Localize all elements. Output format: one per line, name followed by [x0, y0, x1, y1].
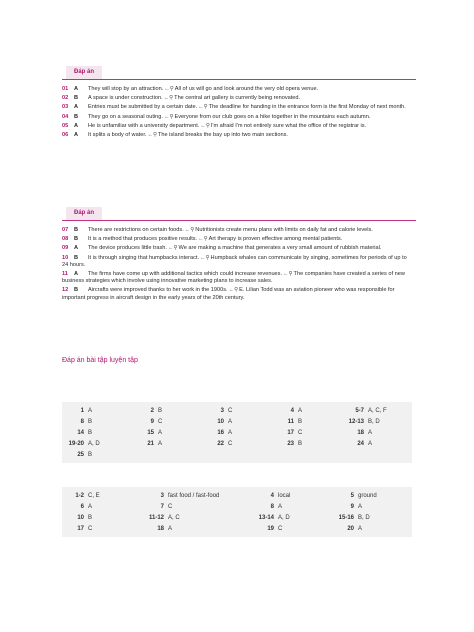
- question-number: 11-12: [148, 514, 164, 521]
- grid-cell: [142, 515, 252, 521]
- item-answer: B: [74, 227, 79, 233]
- item-number: 06: [62, 132, 69, 139]
- grid-cell: [62, 515, 142, 521]
- question-answer: B: [88, 418, 93, 425]
- question-answer: A: [168, 525, 173, 532]
- question-answer: B: [88, 514, 93, 521]
- headphones-icon: ←⚲: [163, 113, 174, 120]
- grid-cell: [62, 526, 142, 532]
- item-transcript: Art therapy is proven effective among mental patients.: [208, 236, 343, 243]
- exercise-answer-grid-1: [62, 402, 412, 463]
- item-transcript: The deadline for handing in the entrance form is the first Monday of next month.: [208, 104, 406, 111]
- grid-row: [62, 449, 412, 460]
- question-number: 23: [287, 440, 294, 447]
- question-number: 13-14: [258, 514, 274, 521]
- item-statement: It is through singing that humpbacks interact.: [88, 254, 200, 261]
- grid-cell: [272, 441, 342, 447]
- item-answer: A: [74, 86, 79, 92]
- item-statement: They will stop by an attraction.: [88, 86, 164, 92]
- answer-item: [62, 95, 412, 102]
- item-statement: A space is under construction.: [88, 95, 163, 102]
- item-statement: He is unfamiliar with a university department.: [88, 122, 200, 129]
- question-answer: A: [368, 440, 373, 447]
- question-answer: A: [88, 407, 93, 414]
- grid-row: [62, 490, 412, 501]
- grid-cell: [62, 419, 132, 425]
- question-answer: C: [228, 407, 233, 414]
- headphones-icon: ←⚲: [184, 227, 195, 233]
- item-answer: B: [74, 113, 79, 120]
- item-number: 05: [62, 122, 69, 129]
- question-answer: A, C: [168, 514, 180, 521]
- section-header: [62, 207, 412, 221]
- grid-cell: [202, 430, 272, 436]
- grid-row: [62, 405, 412, 416]
- question-number: 25: [77, 451, 84, 458]
- item-statement: It splits a body of water.: [88, 132, 147, 139]
- question-answer: local: [278, 492, 291, 499]
- grid-cell: [142, 526, 252, 532]
- answer-item: [62, 255, 412, 269]
- grid-cell: [62, 441, 132, 447]
- item-answer: B: [74, 254, 79, 261]
- item-number: 08: [62, 236, 69, 243]
- question-answer: A: [298, 407, 303, 414]
- grid-cell: [252, 493, 332, 499]
- item-number: 04: [62, 113, 69, 120]
- answer-item: [62, 123, 412, 130]
- headphones-icon: ←⚲: [283, 271, 293, 278]
- question-number: 15-16: [338, 514, 354, 521]
- headphones-icon: ←⚲: [163, 95, 174, 102]
- question-answer: A: [358, 525, 363, 532]
- answer-item: [62, 271, 412, 285]
- question-number: 22: [217, 440, 224, 447]
- grid-cell: [132, 419, 202, 425]
- item-number: 11: [62, 271, 68, 278]
- question-answer: ground: [358, 492, 377, 499]
- grid-row: [62, 523, 412, 534]
- question-number: 19-20: [68, 440, 84, 447]
- grid-cell: [332, 515, 412, 521]
- question-number: 7: [160, 503, 164, 510]
- question-answer: A: [88, 503, 93, 510]
- grid-cell: [272, 408, 342, 414]
- item-number: 07: [62, 227, 69, 233]
- item-transcript: I'm afraid I'm not entirely sure what the office of the registrar is.: [210, 122, 367, 129]
- answer-item: [62, 114, 412, 121]
- grid-cell: [62, 430, 132, 436]
- question-answer: C, E: [88, 492, 100, 499]
- item-transcript: Humpback whales can communicate by singing, sometimes for periods of up to 24 hours.: [62, 254, 407, 268]
- section-header-label: Đáp án: [66, 66, 102, 79]
- question-number: 9: [150, 418, 154, 425]
- question-number: 1-2: [75, 492, 84, 499]
- answer-item: [62, 86, 412, 93]
- grid-row: [62, 501, 412, 512]
- answer-section-2: [62, 207, 412, 304]
- grid-cell: [252, 515, 332, 521]
- question-number: 15: [147, 429, 154, 436]
- question-answer: C: [168, 503, 173, 510]
- grid-cell: [342, 408, 412, 414]
- item-transcript: E. Lilian Todd was an aviation pioneer who was responsible for important progress in aircraft design in the early years of the 20th century.: [62, 287, 395, 301]
- item-transcript: Everyone from our club goes on a hike together in the mountains each autumn.: [174, 113, 371, 120]
- question-answer: C: [278, 525, 283, 532]
- question-number: 8: [270, 503, 274, 510]
- question-answer: B, D: [358, 514, 370, 521]
- question-number: 8: [80, 418, 84, 425]
- item-answer: B: [74, 236, 79, 243]
- item-number: 09: [62, 245, 69, 252]
- question-answer: A: [158, 429, 163, 436]
- grid-cell: [202, 441, 272, 447]
- question-number: 14: [77, 429, 84, 436]
- item-number: 12: [62, 287, 69, 294]
- question-answer: fast food / fast-food: [168, 492, 220, 499]
- question-answer: A: [368, 429, 373, 436]
- question-number: 6: [80, 503, 84, 510]
- question-number: 20: [347, 525, 354, 532]
- question-number: 17: [287, 429, 294, 436]
- item-transcript: The island breaks the bay up into two main sections.: [157, 132, 288, 139]
- answer-list: [62, 86, 412, 139]
- question-number: 21: [147, 440, 154, 447]
- grid-row: [62, 427, 412, 438]
- item-statement: There are restrictions on certain foods.: [88, 227, 184, 233]
- item-answer: B: [74, 287, 79, 294]
- grid-cell: [332, 526, 412, 532]
- answer-item: [62, 245, 412, 252]
- grid-cell: [342, 430, 412, 436]
- item-answer: A: [74, 122, 79, 129]
- section-header-label: Đáp án: [66, 207, 102, 220]
- headphones-icon: ←⚲: [198, 236, 208, 243]
- header-divider: [62, 220, 416, 221]
- grid-cell: [252, 504, 332, 510]
- grid-cell: [332, 493, 412, 499]
- question-answer: A: [228, 429, 233, 436]
- grid-cell: [62, 493, 142, 499]
- question-answer: B: [88, 429, 93, 436]
- question-number: 10: [77, 514, 84, 521]
- header-divider: [62, 79, 416, 80]
- item-statement: The device produces little trash.: [88, 245, 167, 252]
- item-answer: A: [74, 271, 79, 278]
- item-answer: A: [74, 104, 79, 111]
- question-answer: A: [358, 503, 363, 510]
- answer-item: [62, 104, 412, 111]
- grid-cell: [142, 504, 252, 510]
- grid-cell: [132, 430, 202, 436]
- exercise-answer-grid-2: [62, 487, 412, 537]
- question-answer: C: [158, 418, 163, 425]
- section-header: [62, 66, 412, 80]
- answer-section-1: [62, 66, 412, 141]
- item-transcript: We are making a machine that generates a very small amount of rubbish material.: [178, 245, 382, 252]
- grid-row: [62, 512, 412, 523]
- question-answer: C: [228, 440, 233, 447]
- question-number: 18: [357, 429, 364, 436]
- item-statement: Entries must be submitted by a certain date.: [88, 104, 198, 111]
- item-number: 02: [62, 95, 69, 102]
- question-number: 16: [217, 429, 224, 436]
- item-transcript: All of us will go and look around the very old opera venue.: [174, 86, 319, 92]
- headphones-icon: ←⚲: [198, 104, 208, 111]
- question-number: 3: [220, 407, 224, 414]
- item-statement: Aircrafts were improved thanks to her work in the 1900s.: [88, 287, 228, 294]
- question-number: 17: [77, 525, 84, 532]
- question-number: 5: [350, 492, 354, 499]
- question-number: 19: [267, 525, 274, 532]
- question-number: 4: [290, 407, 294, 414]
- question-answer: A, D: [278, 514, 290, 521]
- grid-cell: [272, 419, 342, 425]
- answer-item: [62, 287, 412, 301]
- question-answer: A, C, F: [368, 407, 387, 414]
- question-number: 10: [217, 418, 224, 425]
- question-number: 24: [357, 440, 364, 447]
- item-transcript: Nutritionists create menu plans with limits on daily fat and calorie levels.: [195, 227, 373, 233]
- grid-cell: [132, 408, 202, 414]
- grid-cell: [202, 419, 272, 425]
- grid-cell: [272, 430, 342, 436]
- question-answer: C: [298, 429, 303, 436]
- grid-cell: [142, 493, 252, 499]
- grid-cell: [332, 504, 412, 510]
- headphones-icon: ←⚲: [167, 245, 178, 252]
- item-statement: They go on a seasonal outing.: [88, 113, 163, 120]
- question-number: 12-13: [348, 418, 364, 425]
- question-answer: B: [298, 440, 303, 447]
- item-transcript: The companies have created a series of new business strategies which involve using innovative marketing plans to increase sales.: [62, 271, 405, 285]
- item-answer: A: [74, 132, 79, 139]
- question-answer: B, D: [368, 418, 380, 425]
- question-number: 9: [350, 503, 354, 510]
- grid-cell: [132, 441, 202, 447]
- headphones-icon: ←⚲: [228, 287, 239, 294]
- question-number: 11: [287, 418, 294, 425]
- exercise-answers-title: Đáp án bài tập luyện tập: [62, 357, 138, 364]
- question-answer: A: [228, 418, 233, 425]
- question-answer: B: [88, 451, 93, 458]
- question-answer: C: [88, 525, 93, 532]
- question-number: 5-7: [355, 407, 364, 414]
- headphones-icon: ←⚲: [200, 122, 210, 129]
- answer-list: [62, 227, 412, 302]
- headphones-icon: ←⚲: [200, 254, 210, 261]
- question-answer: A: [278, 503, 283, 510]
- question-answer: A, D: [88, 440, 100, 447]
- answer-item: [62, 227, 412, 234]
- grid-cell: [62, 408, 132, 414]
- question-number: 3: [160, 492, 164, 499]
- grid-cell: [342, 441, 412, 447]
- grid-cell: [62, 504, 142, 510]
- grid-row: [62, 438, 412, 449]
- item-number: 01: [62, 86, 69, 92]
- item-number: 10: [62, 254, 69, 261]
- item-statement: It is a method that produces positive results.: [88, 236, 198, 243]
- grid-cell: [342, 419, 412, 425]
- headphones-icon: ←⚲: [147, 132, 157, 139]
- grid-cell: [252, 526, 332, 532]
- answer-item: [62, 236, 412, 243]
- question-answer: B: [158, 407, 163, 414]
- grid-cell: [202, 408, 272, 414]
- item-answer: B: [74, 95, 79, 102]
- item-number: 03: [62, 104, 69, 111]
- item-statement: The firms have come up with additional tactics which could increase revenues.: [88, 271, 283, 278]
- question-answer: A: [158, 440, 163, 447]
- question-number: 1: [80, 407, 84, 414]
- item-transcript: The central art gallery is currently being renovated.: [174, 95, 301, 102]
- grid-cell: [62, 452, 132, 458]
- question-number: 18: [157, 525, 164, 532]
- question-number: 2: [150, 407, 154, 414]
- question-number: 4: [270, 492, 274, 499]
- item-answer: A: [74, 245, 79, 252]
- answer-item: [62, 132, 412, 139]
- question-answer: B: [298, 418, 303, 425]
- headphones-icon: ←⚲: [164, 86, 174, 92]
- grid-row: [62, 416, 412, 427]
